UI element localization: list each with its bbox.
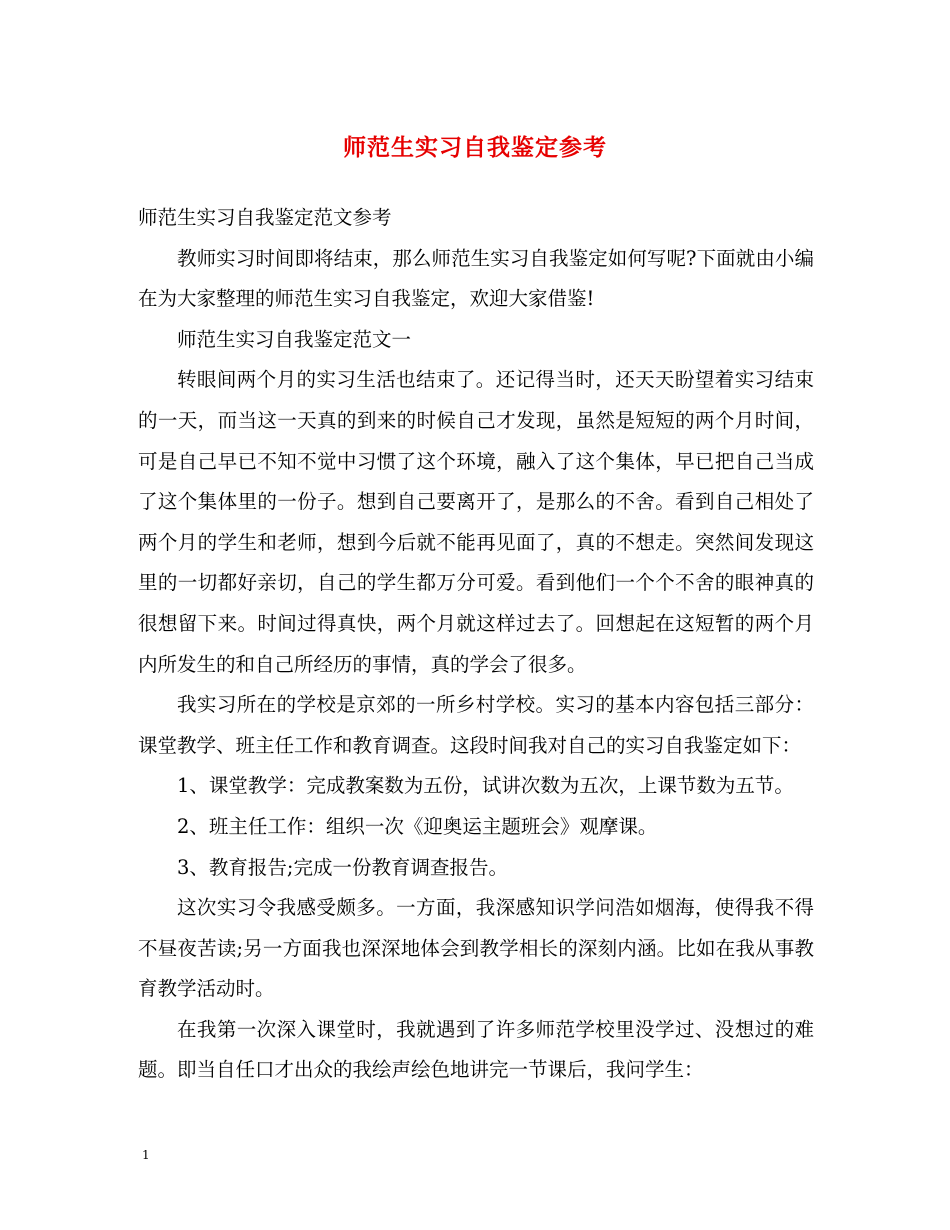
page-number: 1 bbox=[142, 1148, 150, 1162]
paragraph-intro: 教师实习时间即将结束，那么师范生实习自我鉴定如何写呢?下面就由小编在为大家整理的师范生实习自我鉴定，欢迎大家借鉴! bbox=[138, 246, 814, 311]
paragraph-experience: 这次实习令我感受颇多。一方面，我深感知识学问浩如烟海，使得我不得不昼夜苦读;另一方面我也深深地体会到教学相长的深刻内涵。比如在我从事教育教学活动时。 bbox=[138, 896, 814, 1001]
document-subtitle: 师范生实习自我鉴定范文参考 bbox=[138, 206, 392, 229]
list-item-teaching: 1、课堂教学：完成教案数为五份，试讲次数为五次，上课节数为五节。 bbox=[177, 774, 794, 798]
paragraph-reflection: 转眼间两个月的实习生活也结束了。还记得当时，还天天盼望着实习结束的一天，而当这一天真的到来的时候自己才发现，虽然是短短的两个月时间，可是自己早已不知不觉中习惯了这个环境，融入了这个集体，早已把自己当成了这个集体里的一份子。想到自己要离开了，是那么的不舍。看到自己相处了两个月的学生和老师，想到今后就不能再见面了，真的不想走。突然间发现这里的一切都好亲切，自己的学生都万分可爱。看到他们一个个不舍的眼神真的很想留下来。时间过得真快，两个月就这样过去了。回想起在这短暂的两个月内所发生的和自己所经历的事情，真的学会了很多。 bbox=[138, 368, 814, 676]
list-item-class-teacher: 2、班主任工作：组织一次《迎奥运主题班会》观摩课。 bbox=[177, 814, 658, 838]
section-heading: 师范生实习自我鉴定范文一 bbox=[177, 327, 412, 351]
paragraph-first-class: 在我第一次深入课堂时，我就遇到了许多师范学校里没学过、没想过的难题。即当自任口才出众的我绘声绘色地讲完一节课后，我问学生： bbox=[138, 1017, 814, 1082]
list-item-report: 3、教育报告;完成一份教育调查报告。 bbox=[177, 855, 508, 879]
paragraph-school: 我实习所在的学校是京郊的一所乡村学校。实习的基本内容包括三部分：课堂教学、班主任工作和教育调查。这段时间我对自己的实习自我鉴定如下： bbox=[138, 693, 814, 757]
document-title: 师范生实习自我鉴定参考 bbox=[343, 134, 607, 161]
document-body bbox=[138, 198, 814, 1091]
